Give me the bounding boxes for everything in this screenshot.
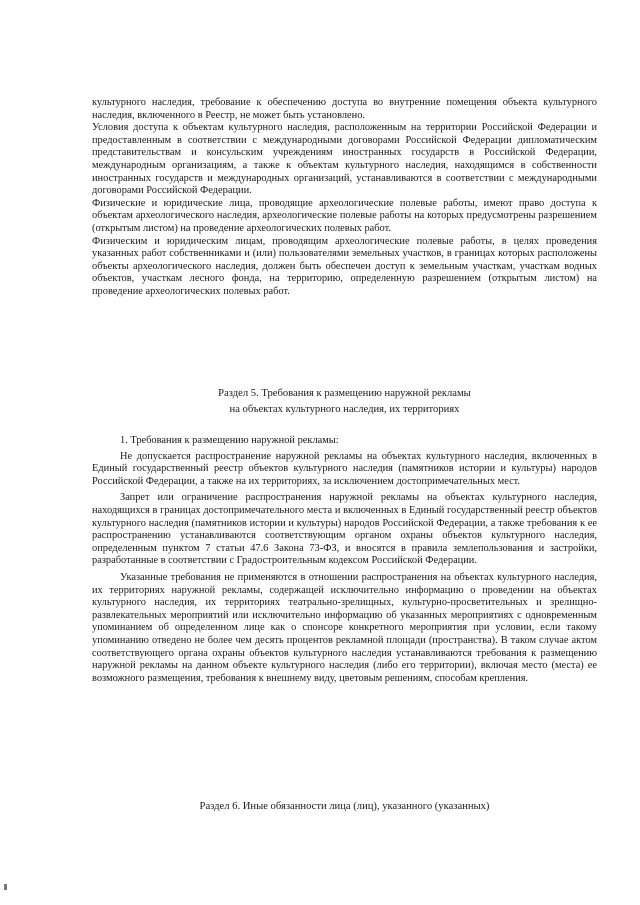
paragraph-archaeology-access: Физическим и юридическим лицам, проводящим археологические полевые работы, в целях проведения указанных работ собственниками и (или) пользователями земельных участков, в границах которых расположены объекты археологического наследия, должен быть обеспечен доступ к земельным участкам, участкам водных объектов, участкам лесного фонда, на территорию, определенную разрешением (открытым листом) на проведение археологических полевых работ. [92, 235, 597, 297]
paragraph-advertising-restriction: Запрет или ограничение распространения наружной рекламы на объектах культурного наследия, находящихся в границах достопримечательного места и включенных в Единый государственный реестр объектов культурного наследия (памятников истории и культуры) народов Российской Федерации, а также требования к ее распространению устанавливаются соответствующим органом охраны объектов культурного наследия, определенным пунктом 7 статьи 47.6 Закона 73-ФЗ, и вносятся в правила землепользования и застройки, разработанные в соответствии с Градостроительным кодексом Российской Федерации. [92, 492, 597, 567]
top-text-block [92, 97, 597, 299]
paragraph-advertising-ban: Не допускается распространение наружной рекламы на объектах культурного наследия, включенных в Единый государственный реестр объектов культурного наследия (памятников истории и культуры) народов Российской Федерации, а также на их территориях, за исключением достопримечательных мест. [92, 450, 597, 487]
paragraph-advertising-exceptions: Указанные требования не применяются в отношении распространения на объектах культурного наследия, их территориях наружной рекламы, содержащей исключительно информацию о проведении на объектах культурного наследия, их территориях театрально-зрелищных, культурно-просветительных и зрелищно-развлекательных мероприятий или исключительно информацию об указанных мероприятиях с одновременным упоминанием об определенном лице как о спонсоре конкретного мероприятия при условии, если такому упоминанию отведено не более чем десять процентов рекламной площади (пространства). В таком случае актом соответствующего органа охраны объектов культурного наследия устанавливаются требования к размещению наружной рекламы на данном объекте культурного наследия (либо его территории), включая место (места) ее возможного размещения, требования к внешнему виду, цветовым решениям, способам крепления. [92, 571, 597, 684]
section5-item-heading: 1. Требования к размещению наружной рекламы: [120, 435, 339, 446]
paragraph-archaeology-rights: Физические и юридические лица, проводящие археологические полевые работы, имеют право доступа к объектам археологического наследия, археологические полевые работы на которых предусмотрены разрешением (открытым листом) на проведение археологических полевых работ. [92, 197, 597, 234]
paragraph-access-interior: культурного наследия, требование к обеспечению доступа во внутренние помещения объекта культурного наследия, включенного в Реестр, не может быть установлено. [92, 97, 597, 121]
section5-text-block [92, 435, 597, 685]
section5-title-line1: Раздел 5. Требования к размещению наружной рекламы [218, 388, 471, 399]
section6-title: Раздел 6. Иные обязанности лица (лиц), указанного (указанных) [199, 801, 490, 812]
section5-title-line2: на объектах культурного наследия, их территориях [229, 404, 460, 415]
paragraph-access-foreign: Условия доступа к объектам культурного наследия, расположенным на территории Российской Федерации и предоставленным в соответствии с международными договорами Российской Федерации дипломатическим представительствам и консульским учреждениям иностранных государств в Российской Федерации, международным организациям, а также к объектам культурного наследия, находящимся в собственности иностранных государств и международных организаций, устанавливаются в соответствии с международными договорами Российской Федерации. [92, 122, 597, 197]
scan-margin-mark [4, 884, 7, 890]
